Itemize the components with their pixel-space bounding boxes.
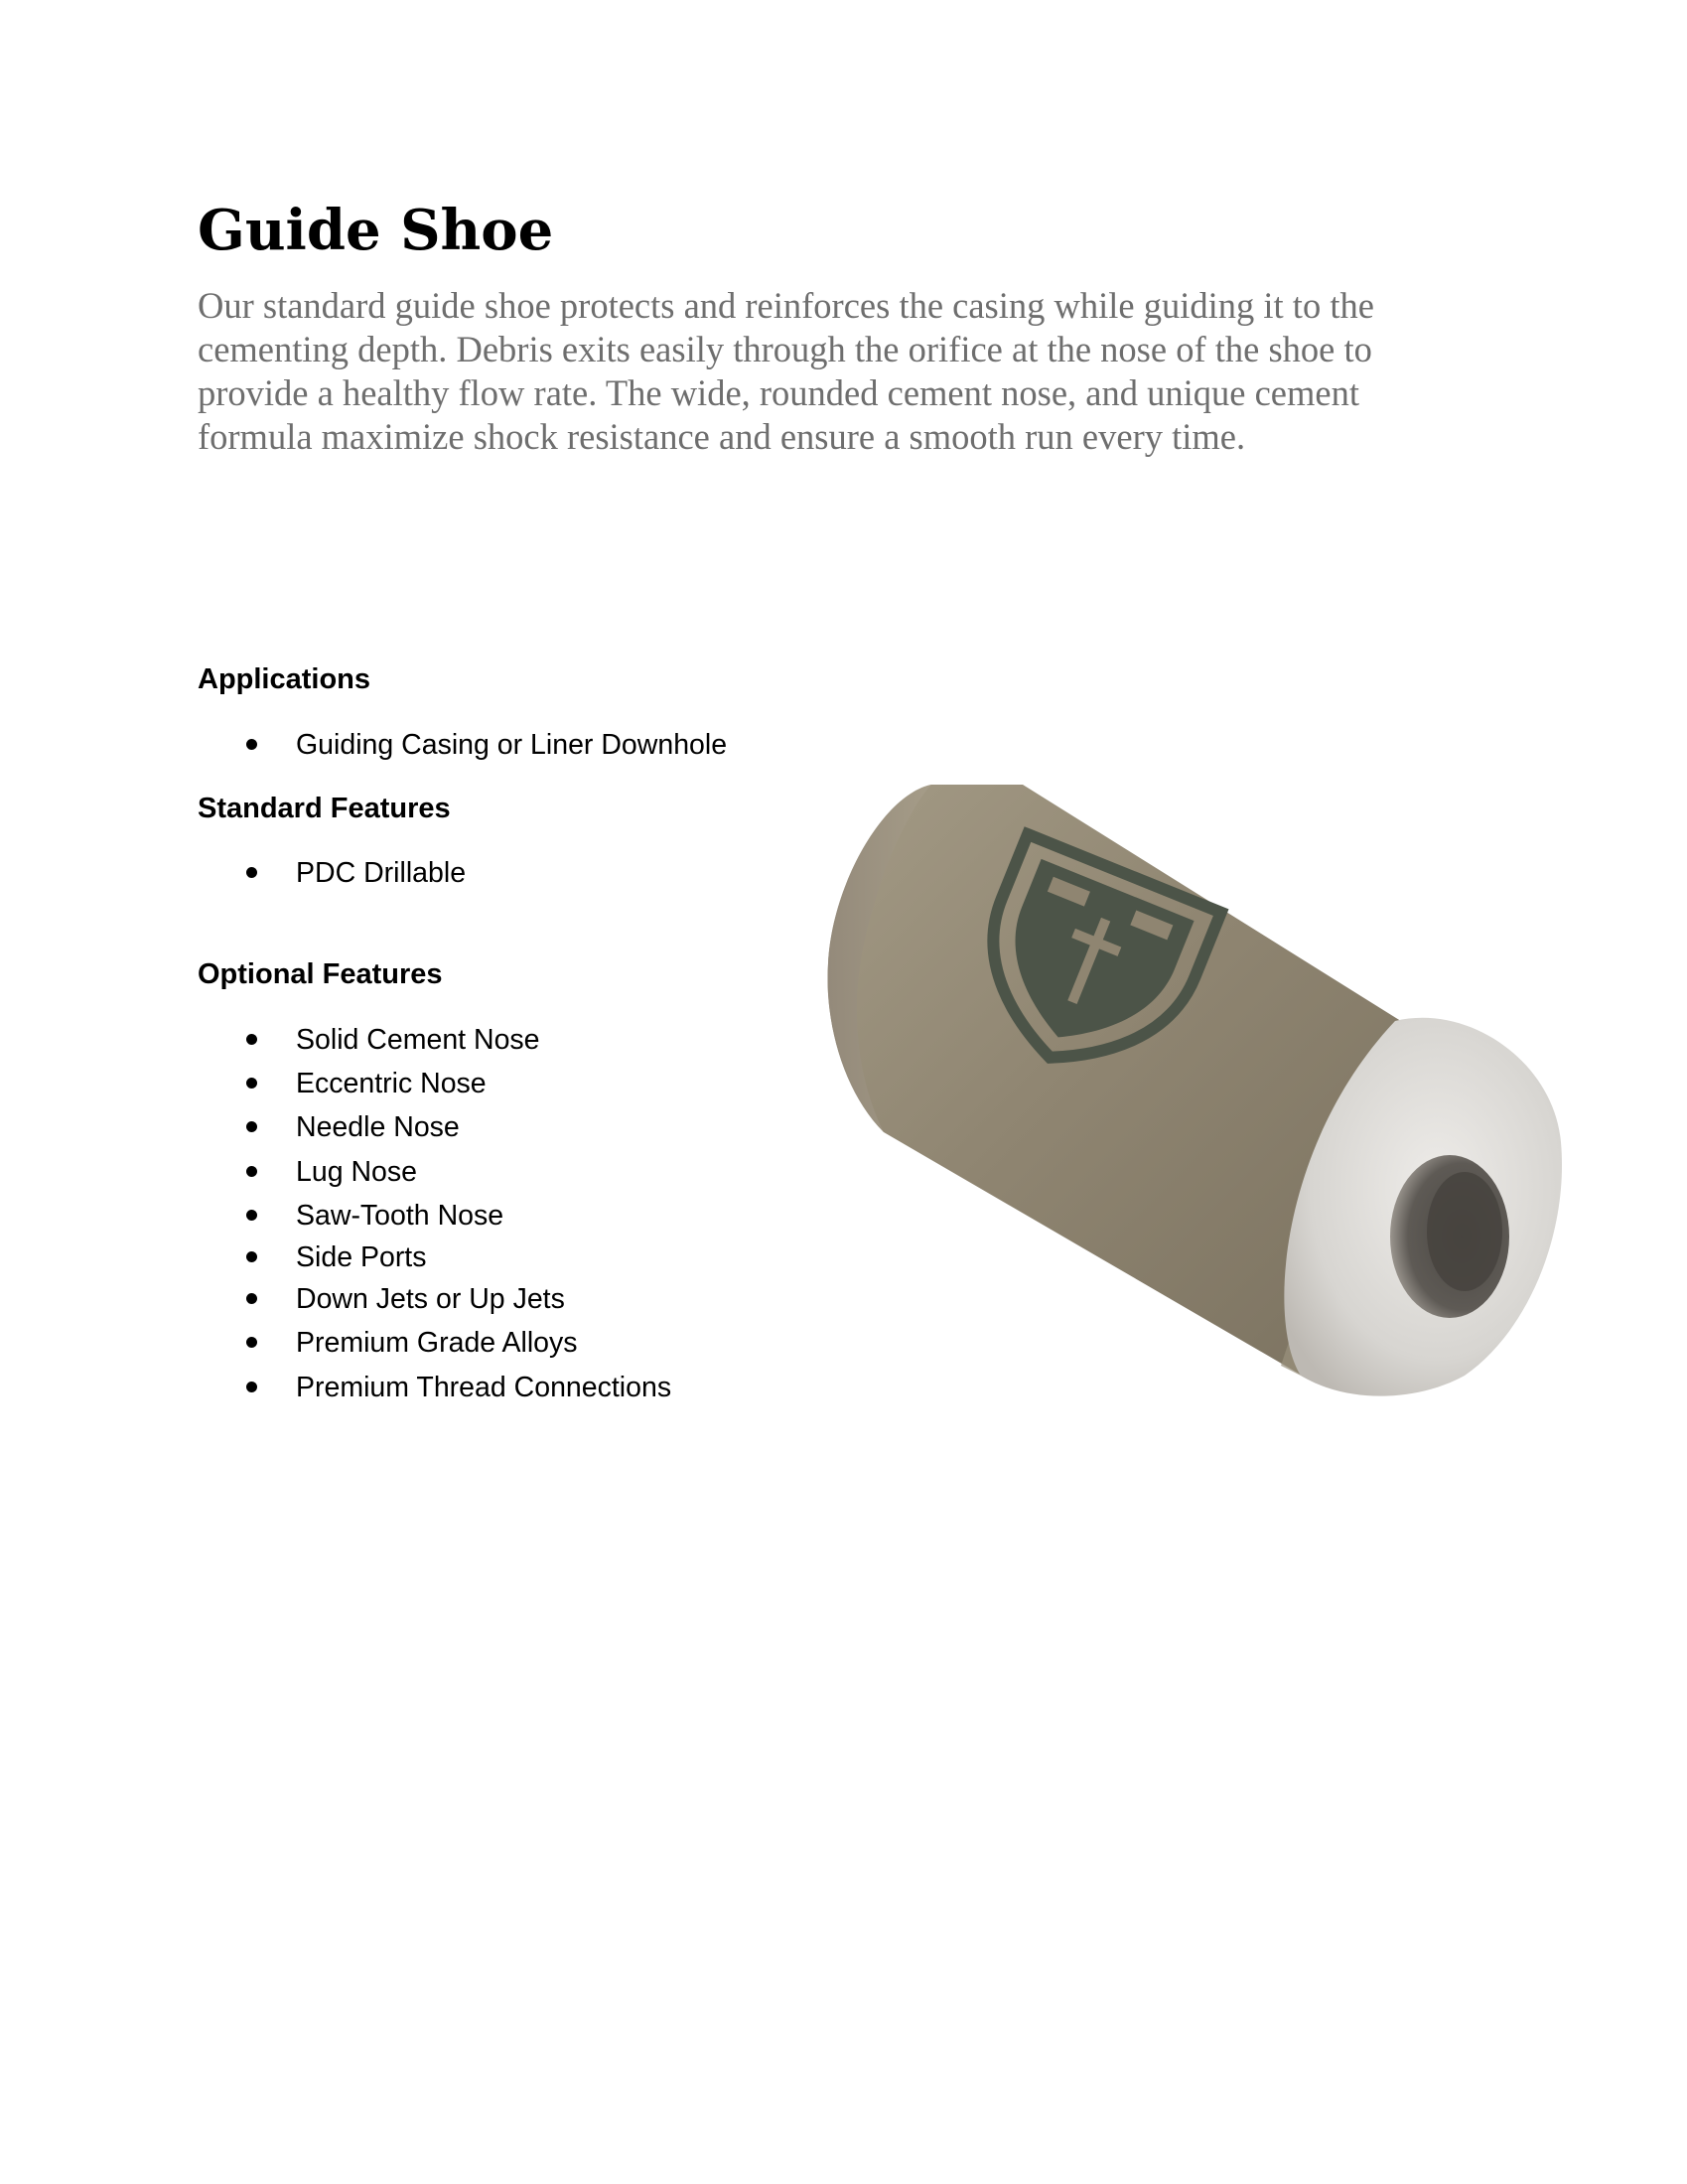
page-title: Guide Shoe — [198, 198, 554, 263]
intro-paragraph — [198, 284, 1498, 459]
bullet-icon — [246, 1337, 257, 1348]
bullet-icon — [246, 1210, 257, 1221]
standard-features-heading: Standard Features — [198, 793, 451, 824]
guide-shoe-render-icon — [814, 765, 1569, 1410]
bullet-icon — [246, 1293, 257, 1304]
list-item-text: Down Jets or Up Jets — [296, 1283, 565, 1315]
orifice-inner — [1427, 1172, 1502, 1291]
list-item-text: Guiding Casing or Liner Downhole — [296, 729, 728, 761]
bullet-icon — [246, 1166, 257, 1177]
list-item-text: Premium Thread Connections — [296, 1372, 672, 1403]
list-item-text: Lug Nose — [296, 1156, 418, 1188]
bullet-icon — [246, 1078, 257, 1089]
bullet-icon — [246, 1034, 257, 1045]
list-item-text: Solid Cement Nose — [296, 1024, 540, 1056]
list-item-text: Needle Nose — [296, 1111, 460, 1143]
list-item-text: Saw-Tooth Nose — [296, 1200, 504, 1232]
list-item-text: Premium Grade Alloys — [296, 1327, 578, 1359]
applications-heading: Applications — [198, 663, 371, 695]
bullet-icon — [246, 1121, 257, 1132]
list-item-text: Eccentric Nose — [296, 1068, 487, 1099]
list-item-text: PDC Drillable — [296, 857, 467, 889]
intro-line: Our standard guide shoe protects and reinforces the casing while guiding it to the — [198, 285, 1374, 326]
intro-line: cementing depth. Debris exits easily through the orifice at the nose of the shoe to — [198, 329, 1372, 369]
bullet-icon — [246, 867, 257, 878]
list-item-text: Side Ports — [296, 1241, 427, 1273]
optional-features-heading: Optional Features — [198, 958, 443, 990]
intro-line: provide a healthy flow rate. The wide, rounded cement nose, and unique cement — [198, 372, 1359, 413]
bullet-icon — [246, 1251, 257, 1262]
intro-line: formula maximize shock resistance and ensure a smooth run every time. — [198, 416, 1246, 457]
bullet-icon — [246, 1382, 257, 1392]
bullet-icon — [246, 739, 257, 750]
